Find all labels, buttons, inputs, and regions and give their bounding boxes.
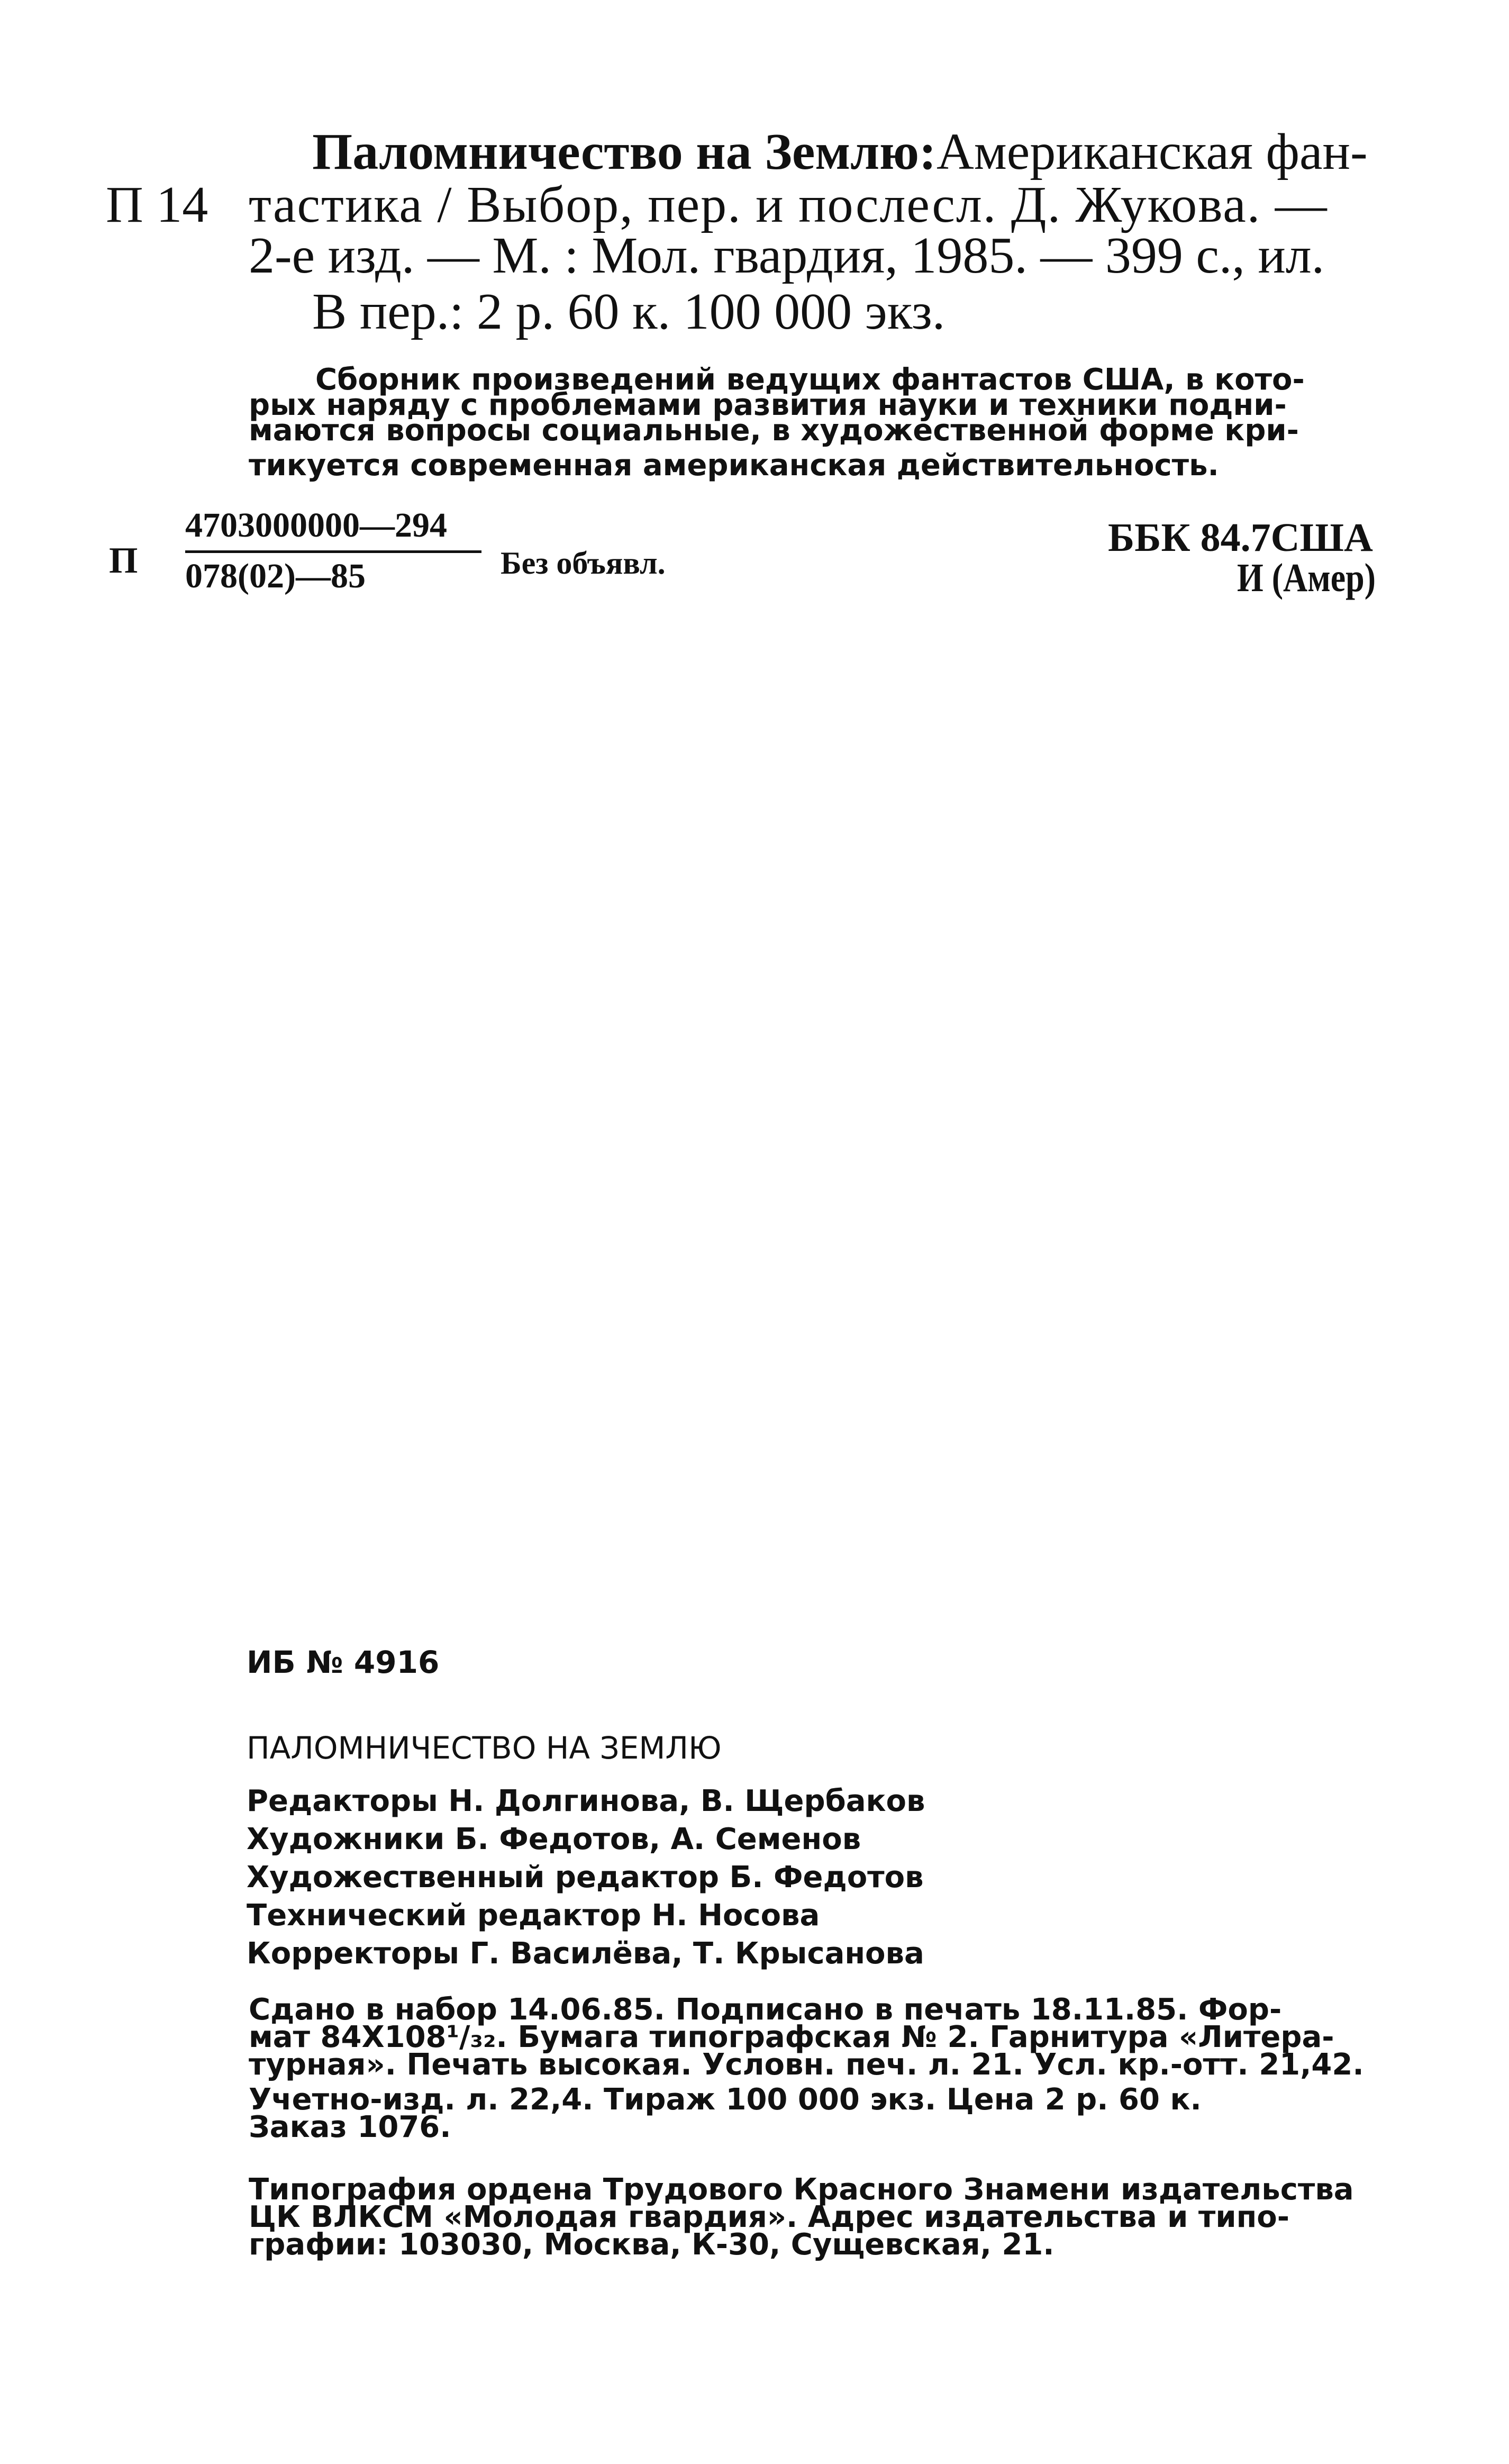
book-subtitle-continued: тастика / Выбор, пер. и послесл. Д. Жукова. — xyxy=(249,176,1328,233)
classification-letter: П xyxy=(109,540,138,581)
print-info-line: Заказ 1076. xyxy=(249,2110,451,2144)
print-info-line: Учетно-изд. л. 22,4. Тираж 100 000 экз. Цена 2 р. 60 к. xyxy=(249,2082,1202,2117)
annotation-line: маются вопросы социальные, в художественной форме кри- xyxy=(249,413,1299,448)
annotation-line: тикуется современная американская действительность. xyxy=(249,448,1219,483)
printer-line: Типография ордена Трудового Красного Знамени издательства xyxy=(249,2172,1354,2207)
edition-publisher-line: 2-е изд. — М. : Мол. гвардия, 1985. — 399 с., ил. xyxy=(249,227,1325,284)
print-info-line: Сдано в набор 14.06.85. Подписано в печать 18.11.85. Фор- xyxy=(249,1992,1282,2027)
credit-line: Художники Б. Федотов, А. Семенов xyxy=(247,1822,861,1856)
catalog-index: П 14 xyxy=(106,176,208,233)
credit-line: Технический редактор Н. Носова xyxy=(247,1898,820,1933)
subject-index: И (Амер) xyxy=(1237,556,1376,600)
print-info-line: мат 84Х108¹/₃₂. Бумага типографская № 2. Гарнитура «Литера- xyxy=(249,2020,1334,2054)
fraction-rule xyxy=(185,550,481,553)
no-announcement-note: Без объявл. xyxy=(501,546,666,581)
printer-line: ЦК ВЛКСМ «Молодая гвардия». Адрес издательства и типо- xyxy=(249,2200,1289,2234)
book-subtitle-start: Американская фан- xyxy=(937,123,1368,180)
bbk-code: ББК 84.7США xyxy=(1108,515,1373,560)
price-print-run-line: В пер.: 2 р. 60 к. 100 000 экз. xyxy=(312,283,946,340)
ib-number: ИБ № 4916 xyxy=(247,1644,440,1680)
print-info-line: турная». Печать высокая. Условн. печ. л. 21. Усл. кр.-отт. 21,42. xyxy=(249,2048,1364,2082)
colophon-title: ПАЛОМНИЧЕСТВО НА ЗЕМЛЮ xyxy=(247,1730,722,1766)
classification-numerator: 4703000000—294 xyxy=(185,506,447,545)
credit-line: Редакторы Н. Долгинова, В. Щербаков xyxy=(247,1784,925,1818)
credit-line: Корректоры Г. Василёва, Т. Крысанова xyxy=(247,1936,924,1971)
classification-denominator: 078(02)—85 xyxy=(185,557,366,595)
printer-line: графии: 103030, Москва, К-30, Сущевская, 21. xyxy=(249,2227,1055,2262)
annotation-line: рых наряду с проблемами развития науки и техники подни- xyxy=(249,388,1287,422)
annotation-line: Сборник произведений ведущих фантастов США, в кото- xyxy=(315,363,1305,397)
book-title: Паломничество на Землю: xyxy=(312,123,937,180)
credit-line: Художественный редактор Б. Федотов xyxy=(247,1860,924,1895)
